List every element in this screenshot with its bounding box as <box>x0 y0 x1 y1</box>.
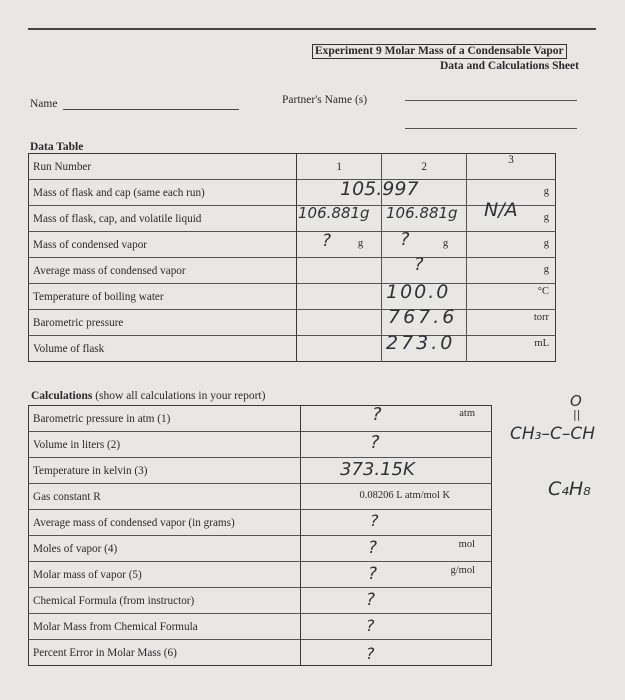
handwritten-temperature: 100.0 <box>386 281 451 303</box>
handwritten-calc-temperature: 373.15K <box>340 459 415 480</box>
handwritten-avg-vapor: ? <box>414 254 424 275</box>
handwritten-calc-volume: ? <box>370 432 380 453</box>
top-rule <box>28 28 596 30</box>
table-row <box>29 258 556 284</box>
row-label: Chemical Formula (from instructor) <box>29 588 301 614</box>
handwritten-vapor-1: ? <box>322 231 332 251</box>
table-row <box>29 154 556 180</box>
unit-label: mL <box>534 338 549 349</box>
table-row <box>29 310 556 336</box>
margin-structure: CH₃–C–CH <box>510 424 595 444</box>
table-row <box>29 284 556 310</box>
row-label: Moles of vapor (4) <box>29 536 301 562</box>
unit-label: g <box>442 238 449 249</box>
calculations-table <box>28 405 492 666</box>
unit-label: g <box>543 264 549 275</box>
row-label: Percent Error in Molar Mass (6) <box>29 640 301 666</box>
run-number: 3 <box>508 154 514 166</box>
row-label: Barometric pressure in atm (1) <box>29 406 301 432</box>
row-label: Average mass of condensed vapor (in grams) <box>29 510 301 536</box>
partner-line <box>405 100 577 101</box>
unit-label: g <box>543 238 549 249</box>
partner-label: Partner's Name (s) <box>282 94 368 106</box>
table-row <box>29 536 492 562</box>
handwritten-flask-mass: 105.997 <box>340 178 419 200</box>
handwritten-pressure: 767.6 <box>388 306 458 328</box>
calculations-note: (show all calculations in your report) <box>95 390 266 402</box>
row-label: Mass of flask, cap, and volatile liquid <box>29 206 297 232</box>
unit-label: mol <box>458 539 475 550</box>
row-label: Volume of flask <box>29 336 297 362</box>
unit-label: g/mol <box>450 565 475 576</box>
handwritten-liquid-mass-3: N/A <box>484 199 518 221</box>
table-row <box>29 336 556 362</box>
handwritten-liquid-mass-2: 106.881g <box>386 204 458 222</box>
gas-constant-value: 0.08206 L atm/mol K <box>359 490 451 501</box>
table-row <box>29 180 556 206</box>
unit-label: torr <box>533 312 549 323</box>
handwritten-liquid-mass-1: 106.881g <box>298 204 370 222</box>
unit-label: g <box>543 212 549 223</box>
unit-label: g <box>543 186 549 197</box>
run-number: 2 <box>382 154 467 180</box>
run-number: 1 <box>297 154 382 180</box>
margin-double-bond: || <box>573 408 581 421</box>
table-row <box>29 614 492 640</box>
row-label: Mass of flask and cap (same each run) <box>29 180 297 206</box>
handwritten-calc-formula-mass: ? <box>366 616 375 635</box>
calculations-heading: Calculations (show all calculations in your report) <box>31 390 266 402</box>
handwritten-calc-pressure: ? <box>372 404 382 425</box>
row-label: Average mass of condensed vapor <box>29 258 297 284</box>
handwritten-calc-formula: ? <box>366 590 376 610</box>
row-label: Temperature of boiling water <box>29 284 297 310</box>
table-row <box>29 640 492 666</box>
table-row <box>29 562 492 588</box>
unit-label: g <box>357 238 364 249</box>
sheet-subtitle: Data and Calculations Sheet <box>440 60 579 72</box>
row-label: Run Number <box>29 154 297 180</box>
row-label: Barometric pressure <box>29 310 297 336</box>
table-row <box>29 588 492 614</box>
handwritten-vapor-2: ? <box>400 229 410 250</box>
row-label: Mass of condensed vapor <box>29 232 297 258</box>
handwritten-calc-percent: ? <box>366 644 375 663</box>
handwritten-volume: 273.0 <box>386 332 456 354</box>
margin-oxygen: O <box>570 392 582 410</box>
partner-line-2 <box>405 128 577 129</box>
margin-formula: C₄H₈ <box>548 478 591 500</box>
data-table <box>28 153 556 362</box>
table-row <box>29 510 492 536</box>
row-label: Temperature in kelvin (3) <box>29 458 301 484</box>
row-label: Volume in liters (2) <box>29 432 301 458</box>
table-row <box>29 232 556 258</box>
table-row <box>29 206 556 232</box>
data-table-heading: Data Table <box>30 141 84 153</box>
handwritten-calc-molar-mass: ? <box>368 564 378 584</box>
name-label: Name <box>30 98 58 110</box>
unit-label: °C <box>537 286 549 297</box>
row-label: Gas constant R <box>29 484 301 510</box>
table-row <box>29 458 492 484</box>
table-row <box>29 484 492 510</box>
unit-label: atm <box>459 408 475 419</box>
table-row <box>29 432 492 458</box>
row-label: Molar mass of vapor (5) <box>29 562 301 588</box>
name-line <box>63 109 239 110</box>
row-label: Molar Mass from Chemical Formula <box>29 614 301 640</box>
table-row <box>29 406 492 432</box>
handwritten-calc-moles: ? <box>368 538 378 558</box>
handwritten-calc-avg-mass: ? <box>370 511 379 530</box>
sheet-title: Experiment 9 Molar Mass of a Condensable Vapor <box>312 44 567 59</box>
